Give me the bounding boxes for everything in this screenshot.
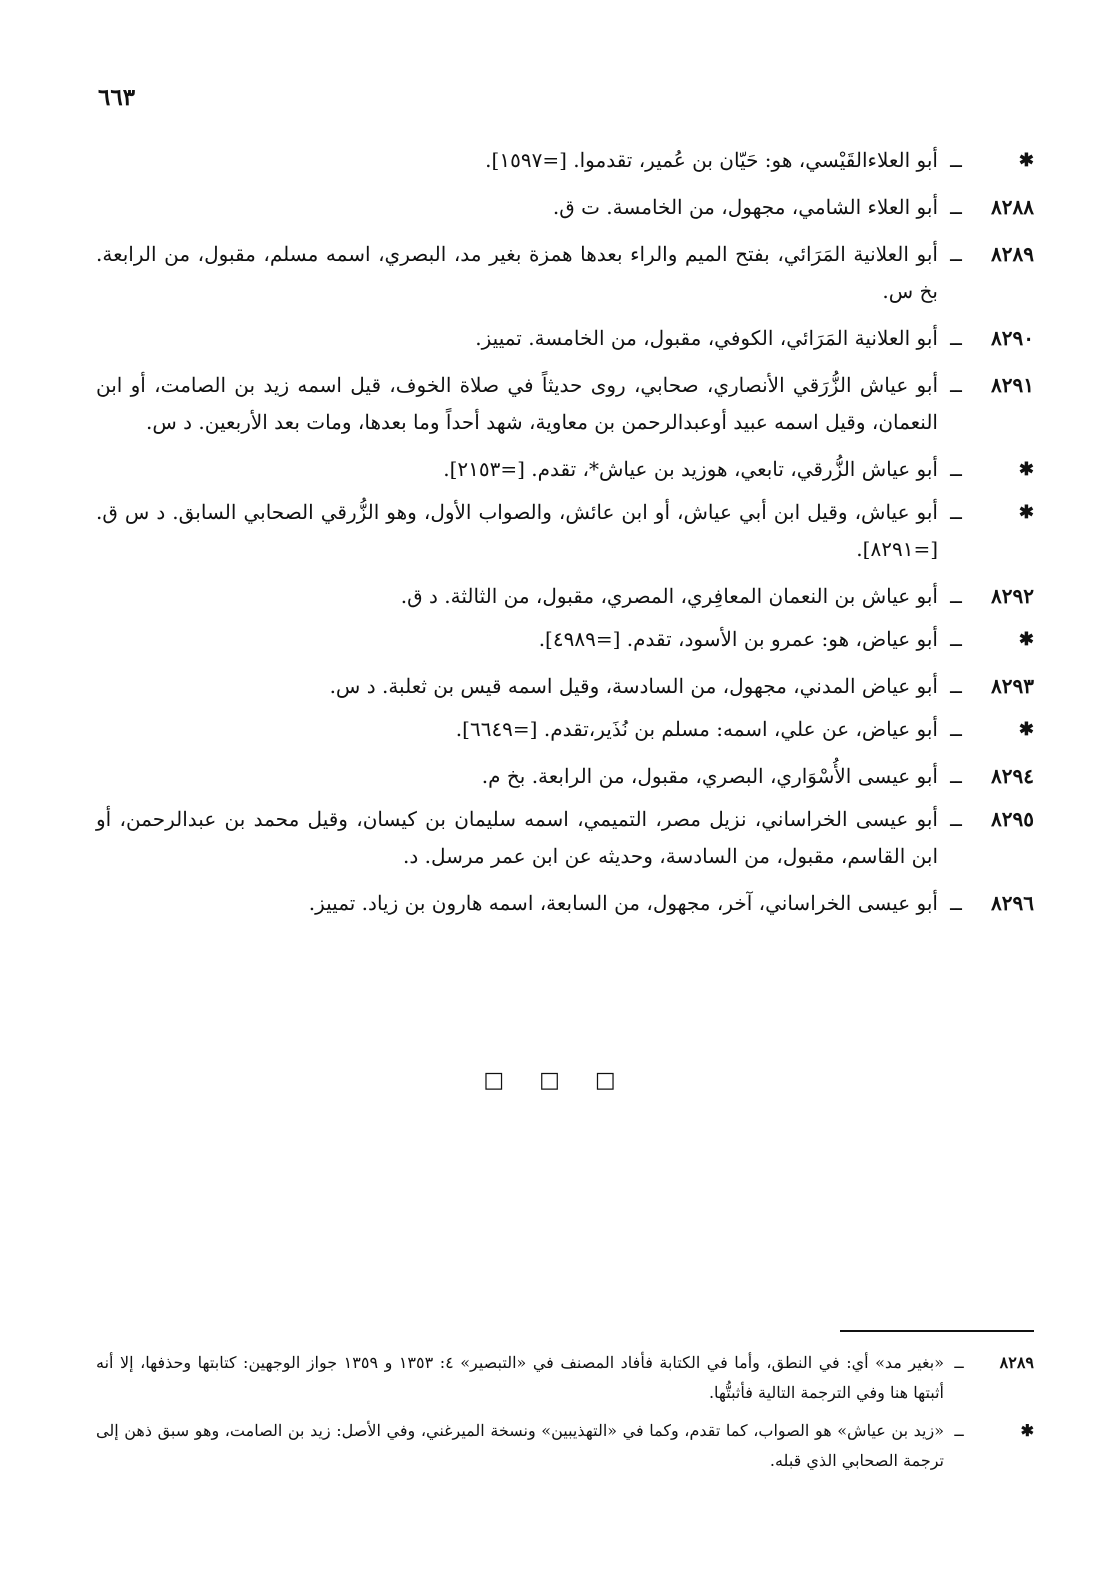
entry-dash: ــ — [950, 807, 962, 831]
entry — [96, 711, 1034, 748]
footnote-dash: ــ — [954, 1353, 964, 1372]
entry — [96, 621, 1034, 658]
entry — [96, 885, 1034, 922]
entry-text: أبو عياض، عن علي، اسمه: مسلم بن نُذَير،تقدم. [=٦٦٤٩]. — [455, 717, 938, 741]
entry-dash: ــ — [950, 891, 962, 915]
entry — [96, 451, 1034, 488]
entry-text: أبو عياش، وقيل ابن أبي عياش، أو ابن عائش، والصواب الأول، وهو الزُّرقي الصحابي السابق. د س ق. [=٨٢٩١]. — [96, 500, 938, 561]
entry-text: أبو عياش بن النعمان المعافِري، المصري، مقبول، من الثالثة. د ق. — [400, 584, 938, 608]
entry-dash: ــ — [950, 195, 962, 219]
entry-number: ٨٢٩٠ — [991, 326, 1034, 350]
entry-text: أبو العلانية المَرَائي، بفتح الميم والراء بعدها همزة بغير مد، البصري، اسمه مسلم، مقبول، من الرابعة. بخ س. — [96, 242, 938, 303]
entry-text: أبو العلانية المَرَائي، الكوفي، مقبول، من الخامسة. تمييز. — [475, 326, 938, 350]
entry — [96, 367, 1034, 441]
footnote-text: «زيد بن عياش» هو الصواب، كما تقدم، وكما في «التهذيبين» ونسخة الميرغني، وفي الأصل: زيد بن الصامت، وهو سبق ذهن إلى ترجمة الصحابي الذي قبله. — [96, 1421, 944, 1470]
entry-text: أبو عياش الزُّرقي، تابعي، هوزيد بن عياش*، تقدم. [=٢١٥٣]. — [443, 457, 938, 481]
entry-text: أبو عياض، هو: عمرو بن الأسود، تقدم. [=٤٩٨٩]. — [538, 627, 938, 651]
entry-dash: ــ — [950, 373, 962, 397]
entry-dash: ــ — [950, 674, 962, 698]
footnote-text: «بغير مد» أي: في النطق، وأما في الكتابة فأفاد المصنف في «التبصير» ٤: ١٣٥٣ و ١٣٥٩ جواز الوجهين: كتابتها وحذفها، إلا أنه أثبتها هنا وفي الترجمة التالية فأثبتُّها. — [96, 1353, 944, 1402]
entry-text: أبو عياش الزُّرَقي الأنصاري، صحابي، روى حديثاً في صلاة الخوف، قيل اسمه زيد بن الصامت، أو ابن النعمان، وقيل اسمه عبيد أوعبدالرحمن بن معاوية، شهد أحداً وما بعدها، ومات بعد الأربعين. د س. — [96, 373, 938, 434]
entry — [96, 189, 1034, 226]
footnote — [96, 1348, 1034, 1408]
entry-text: أبو العلاءالقَيْسي، هو: حَيّان بن عُمير، تقدموا. [=١٥٩٧]. — [485, 148, 938, 172]
entry-number: ٨٢٩١ — [991, 373, 1034, 397]
entry-number: ✱ — [1018, 719, 1034, 740]
entry — [96, 236, 1034, 310]
page-number: ٦٦٣ — [98, 84, 136, 111]
entry-dash: ــ — [950, 627, 962, 651]
entry-text: أبو عياض المدني، مجهول، من السادسة، وقيل اسمه قيس بن ثعلبة. د س. — [329, 674, 938, 698]
entry-dash: ــ — [950, 717, 962, 741]
entry — [96, 758, 1034, 795]
footnote — [96, 1416, 1034, 1476]
entry-dash: ــ — [950, 764, 962, 788]
entry-text: أبو عيسى الخراساني، نزيل مصر، التميمي، اسمه سليمان بن كيسان، وقيل محمد بن عبدالرحمن، أو ابن القاسم، مقبول، من السادسة، وحديثه عن ابن عمر مرسل. د. — [96, 807, 938, 868]
entry-number: ٨٢٨٩ — [991, 242, 1034, 266]
section-end-marks: □ □ □ — [483, 1068, 630, 1093]
entry-dash: ــ — [950, 457, 962, 481]
entry — [96, 320, 1034, 357]
entry-number: ✱ — [1018, 459, 1034, 480]
footnotes-list — [96, 1348, 1034, 1484]
footnote-divider — [840, 1330, 1034, 1332]
entry-number: ٨٢٨٨ — [991, 195, 1034, 219]
entry-number: ٨٢٩٢ — [991, 584, 1034, 608]
entry — [96, 578, 1034, 615]
entry-number: ٨٢٩٥ — [991, 807, 1034, 831]
entry-number: ✱ — [1018, 150, 1034, 171]
entry-dash: ــ — [950, 326, 962, 350]
entry-number: ✱ — [1018, 629, 1034, 650]
entry-text: أبو العلاء الشامي، مجهول، من الخامسة. ت ق. — [552, 195, 938, 219]
footnote-number: ✱ — [1020, 1421, 1034, 1440]
entry — [96, 494, 1034, 568]
entry-number: ✱ — [1018, 502, 1034, 523]
entry-text: أبو عيسى الخراساني، آخر، مجهول، من السابعة، اسمه هارون بن زياد. تمييز. — [308, 891, 938, 915]
entry — [96, 668, 1034, 705]
entry-number: ٨٢٩٣ — [991, 674, 1034, 698]
entries-list — [96, 142, 1034, 928]
entry-dash: ــ — [950, 148, 962, 172]
entry-dash: ــ — [950, 500, 962, 524]
footnote-number: ٨٢٨٩ — [999, 1353, 1034, 1372]
entry-dash: ــ — [950, 584, 962, 608]
entry — [96, 142, 1034, 179]
footnote-dash: ــ — [954, 1421, 964, 1440]
entry-number: ٨٢٩٦ — [991, 891, 1034, 915]
entry-text: أبو عيسى الأُسْوَاري، البصري، مقبول، من الرابعة. بخ م. — [481, 764, 938, 788]
entry-number: ٨٢٩٤ — [991, 764, 1034, 788]
entry-dash: ــ — [950, 242, 962, 266]
entry — [96, 801, 1034, 875]
